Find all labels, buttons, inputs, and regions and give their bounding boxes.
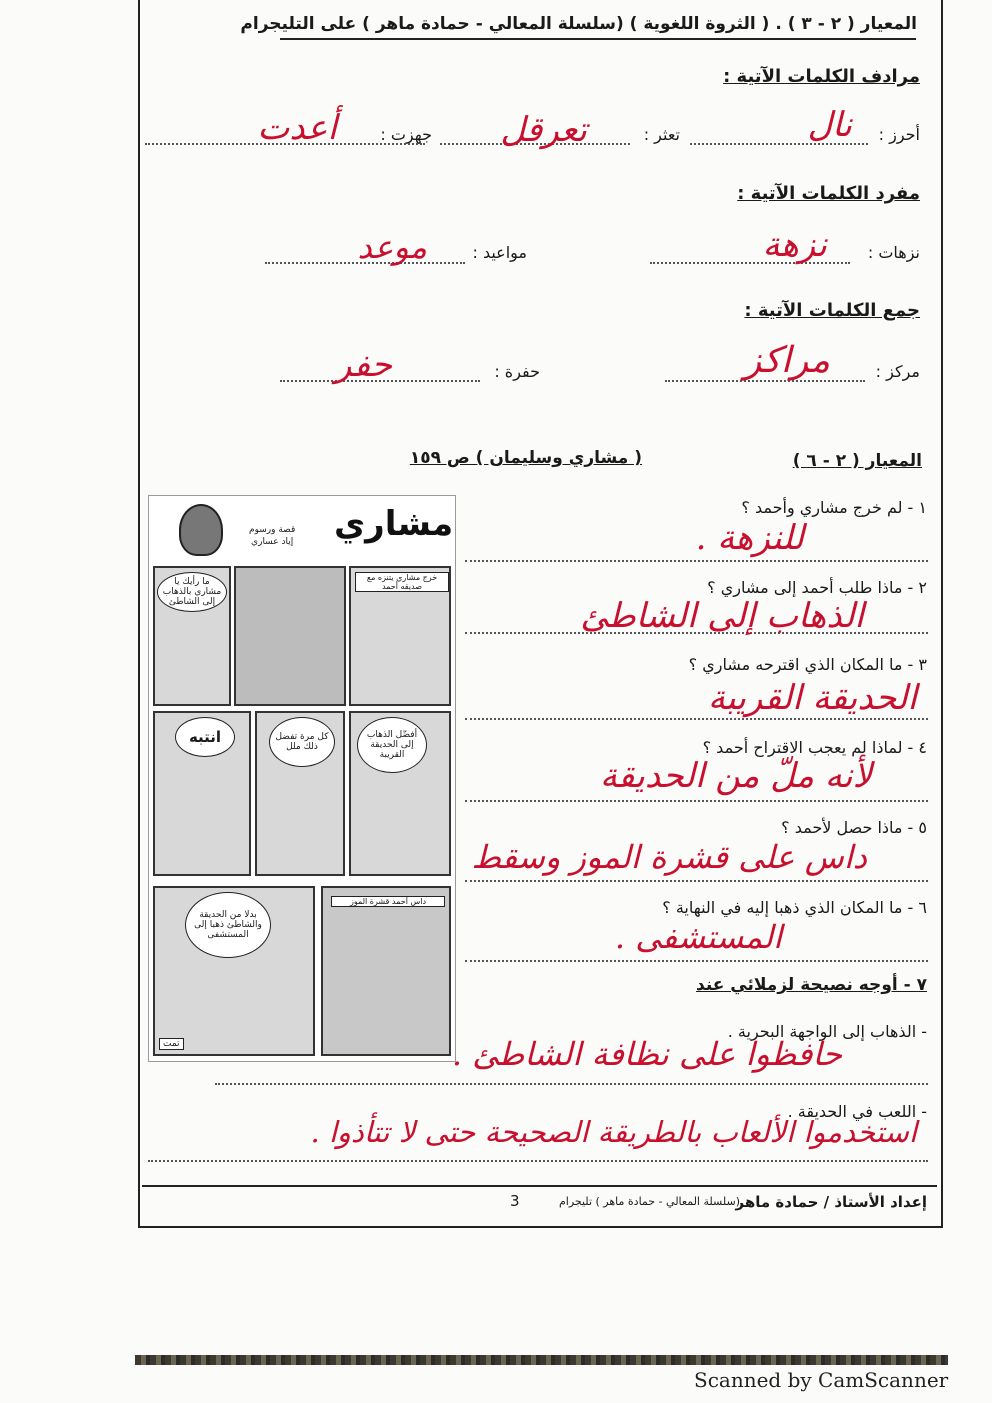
- comic-caption-1: خرج مشاري يتنزه مع صديقه أحمد: [355, 572, 449, 592]
- section2-story: ( مشاري وسليمان ) ص ١٥٩: [409, 448, 642, 468]
- comic-strip: [148, 495, 456, 1062]
- question-4: ٤ - لماذا لم يعجب الاقتراح أحمد ؟: [702, 738, 927, 757]
- answer-line-3: [465, 718, 928, 720]
- answer-1: للنزهة .: [695, 518, 804, 558]
- camscanner-watermark: Scanned by CamScanner: [694, 1368, 949, 1392]
- comic-credit-line2: إياد عساري: [251, 537, 294, 547]
- q7-item-1: - الذهاب إلى الواجهة البحرية .: [727, 1022, 927, 1041]
- page-number: 3: [510, 1192, 520, 1210]
- comic-panel-3: [349, 566, 451, 706]
- footer-series: (سلسلة المعالي - حمادة ماهر ) تليجرام: [558, 1195, 740, 1208]
- comic-boy-avatar: [179, 504, 223, 556]
- comic-bubble-5: انتبه: [175, 717, 235, 757]
- plural-answer-2: حفر: [335, 345, 392, 385]
- synonym-label-1: أحرز :: [878, 125, 920, 144]
- singular-label-2: مواعيد :: [472, 243, 527, 262]
- question-3: ٣ - ما المكان الذي اقترحه مشاري ؟: [688, 655, 927, 674]
- plural-answer-1: مراكز: [743, 340, 830, 381]
- plurals-heading: جمع الكلمات الآتية :: [744, 300, 920, 321]
- comic-end-tag: تمت: [159, 1038, 184, 1050]
- comic-panel-2: [234, 566, 346, 706]
- comic-panel-1: [153, 566, 231, 706]
- synonym-answer-1: نال: [807, 105, 852, 145]
- synonym-label-2: تعثر :: [643, 125, 680, 144]
- question-2: ٢ - ماذا طلب أحمد إلى مشاري ؟: [707, 578, 927, 597]
- q7-item-2: - اللعب في الحديقة .: [787, 1102, 927, 1121]
- q7-line-2: [148, 1160, 928, 1162]
- answer-6: المستشفى .: [614, 918, 782, 956]
- q7-line-1: [215, 1083, 928, 1085]
- q7-answer-2: استخدموا الألعاب بالطريقة الصحيحة حتى لا تتأذوا .: [310, 1115, 917, 1149]
- singular-answer-1: نزهة: [762, 225, 827, 265]
- synonym-answer-2: تعرقل: [500, 110, 587, 150]
- synonym-label-3: جهزت :: [380, 125, 432, 144]
- comic-panel-8: [321, 886, 451, 1056]
- singular-answer-2: موعد: [357, 228, 427, 266]
- comic-credit-line1: قصة ورسوم: [249, 525, 296, 535]
- answer-5: داس على قشرة الموز وسقط: [471, 838, 867, 876]
- answer-line-5: [465, 880, 928, 882]
- comic-panel-5: [255, 711, 345, 876]
- q7-answer-1: حافظوا على نظافة الشاطئ .: [451, 1035, 842, 1073]
- answer-4: لأنه ملّ من الحديقة: [599, 756, 872, 796]
- answer-line-4: [465, 800, 928, 802]
- synonyms-heading: مرادف الكلمات الآتية :: [723, 66, 920, 87]
- page-header: المعيار ( ٢ - ٣ ) . ( الثروة اللغوية ) (سلسلة المعالي - حمادة ماهر ) على التليجرام: [240, 14, 917, 34]
- comic-caption-2: داس أحمد قشرة الموز: [331, 896, 445, 907]
- comic-title: مشاري: [334, 504, 454, 544]
- comic-panel-4: [153, 711, 251, 876]
- question-5: ٥ - ماذا حصل لأحمد ؟: [781, 818, 927, 837]
- synonym-answer-3: أعدت: [257, 108, 337, 148]
- plural-label-1: مركز :: [875, 362, 920, 381]
- header-underline: [280, 38, 916, 40]
- plural-label-2: حفرة :: [494, 362, 540, 381]
- answer-line-1: [465, 560, 928, 562]
- scan-edge-strip: [135, 1355, 948, 1365]
- footer-divider: [142, 1185, 937, 1187]
- comic-panel-7: [153, 886, 315, 1056]
- answer-line-6: [465, 960, 928, 962]
- question-6: ٦ - ما المكان الذي ذهبا إليه في النهاية ؟: [662, 898, 927, 917]
- comic-credit: [249, 524, 295, 548]
- answer-3: الحديقة القريبة: [707, 678, 917, 718]
- footer-author: إعداد الأستاذ / حمادة ماهر: [735, 1193, 927, 1211]
- singulars-heading: مفرد الكلمات الآتية :: [737, 183, 920, 204]
- comic-bubble-4: كل مرة تفضل ذلك ملل: [269, 717, 335, 767]
- answer-2: الذهاب إلى الشاطئ: [580, 596, 864, 636]
- q7-heading: ٧ - أوجه نصيحة لزملائي عند: [696, 975, 927, 995]
- comic-bubble-1: ما رأيك يا مشاري بالذهاب إلى الشاطئ: [157, 572, 227, 612]
- comic-bubble-3: أفضّل الذهاب إلى الحديقة القريبة: [357, 717, 427, 773]
- comic-panel-6: [349, 711, 451, 876]
- section2-standard: المعيار ( ٢ - ٦ ): [792, 451, 922, 471]
- question-1: ١ - لم خرج مشاري وأحمد ؟: [741, 498, 927, 517]
- singular-label-1: نزهات :: [867, 243, 920, 262]
- comic-bubble-6: بدلا من الحديقة والشاطئ ذهبا إلى المستشفى: [185, 892, 271, 958]
